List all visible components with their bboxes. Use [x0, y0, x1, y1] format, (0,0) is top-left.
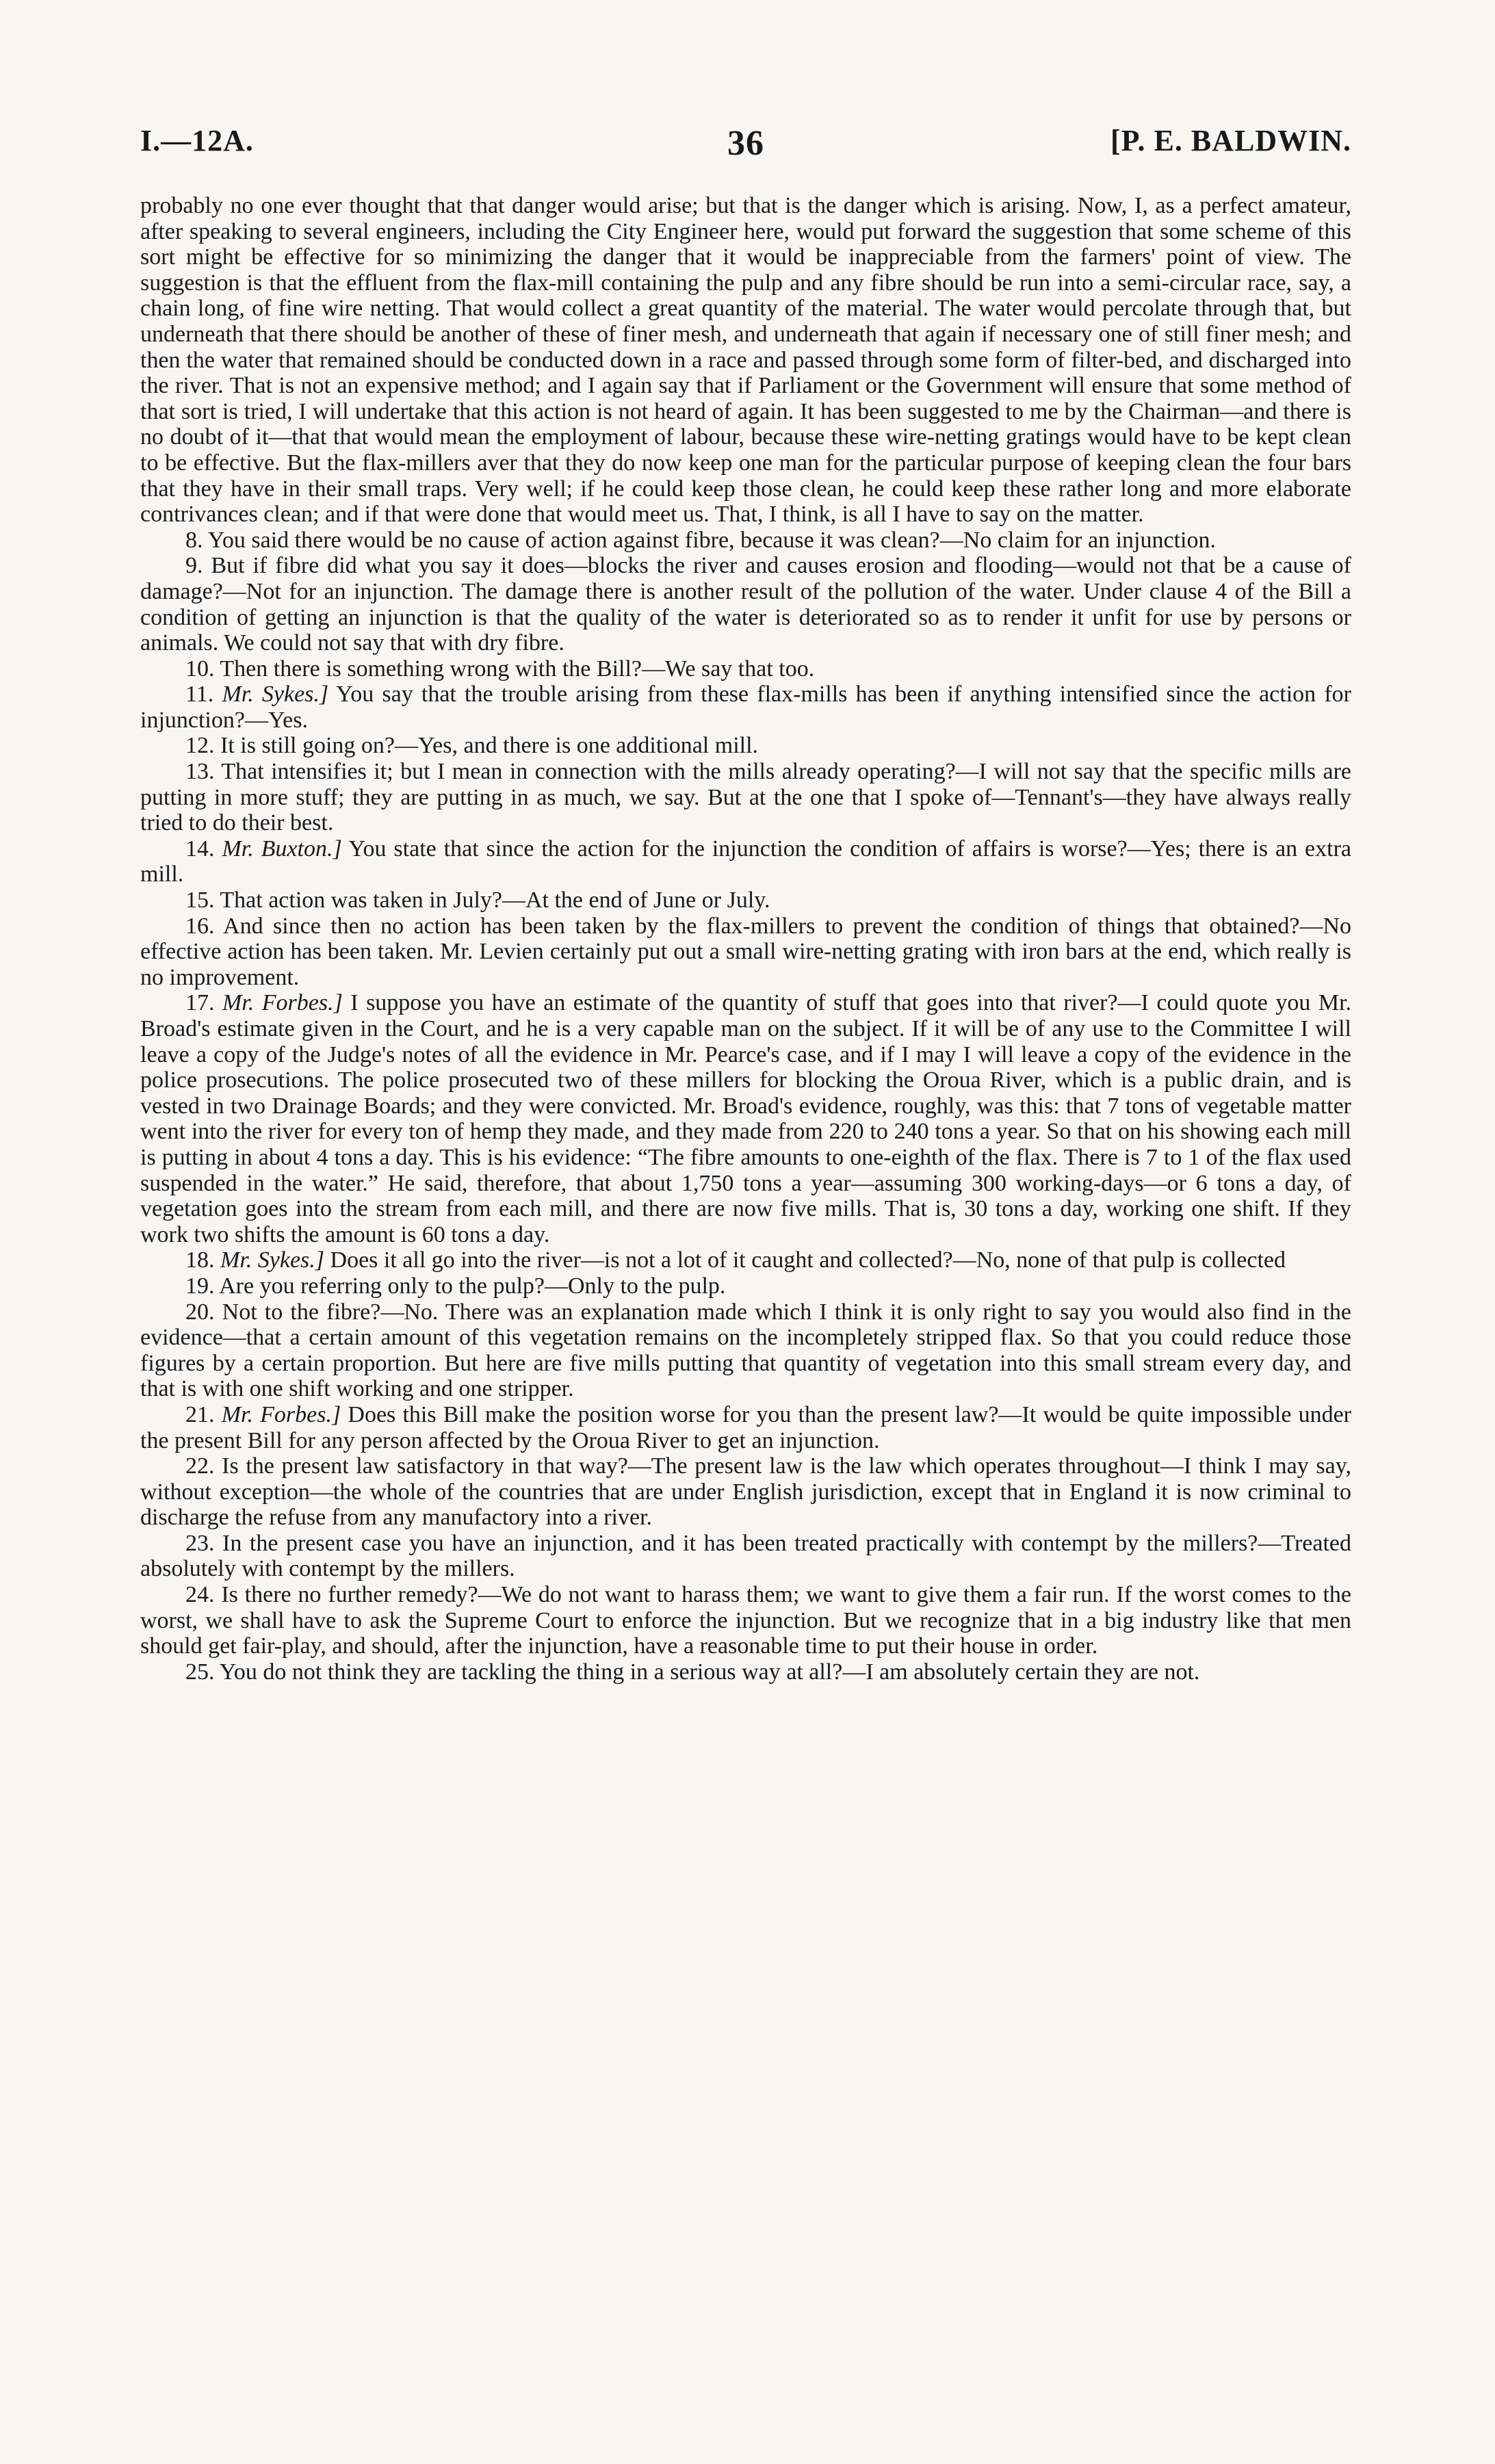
- question-text: Does it all go into the river—is not a lot of it caught and collected?—No, none of that pulp is collected: [330, 1247, 1286, 1273]
- speaker-name: Mr. Forbes.]: [221, 1401, 341, 1427]
- question-paragraph: [140, 1582, 1351, 1659]
- speaker-name: Mr. Forbes.]: [222, 990, 343, 1016]
- question-text: You say that the trouble arising from these flax-mills has been if anything intensified since the action for injunction?—Yes.: [140, 682, 1351, 733]
- page-number: 36: [727, 124, 764, 163]
- page-header: [140, 123, 1351, 171]
- question-text: Are you referring only to the pulp?—Only to the pulp.: [219, 1273, 726, 1299]
- question-paragraph: [140, 1273, 1351, 1299]
- speaker-name: Mr. Buxton.]: [222, 835, 342, 861]
- question-paragraph: [140, 1659, 1351, 1685]
- question-number: 11.: [185, 682, 214, 708]
- question-number: 18.: [185, 1247, 215, 1273]
- speaker-name: Mr. Sykes.]: [222, 682, 329, 708]
- question-number: 25.: [185, 1659, 215, 1685]
- intro-paragraph: probably no one ever thought that that danger would arise; but that is the danger which is arising. Now, I, as a perfect amateur, after speaking to several engineers, including the City Engineer here, would put forward the suggestion that some scheme of this sort might be effective for so minimizing the danger that it would be inappreciable from the farmers' point of view. The suggestion is that the effluent from the flax-mill containing the pulp and any fibre should be run into a semi-circular race, say, a chain long, of fine wire netting. That would collect a great quantity of the material. The water would percolate through that, but underneath that there should be another of these of finer mesh, and underneath that again if necessary one of still finer mesh; and then the water that remained should be conducted down in a race and passed through some form of filter-bed, and discharged into the river. That is not an expensive method; and I again say that if Parliament or the Government will ensure that some method of that sort is tried, I will undertake that this action is not heard of again. It has been suggested to me by the Chairman—and there is no doubt of it—that that would mean the employment of labour, because these wire-netting gratings would have to be kept clean to be effective. But the flax-millers aver that they do now keep one man for the particular purpose of keeping clean the four bars that they have in their small traps. Very well; if he could keep those clean, he could keep these rather long and more elaborate contrivances clean; and if that were done that would meet us. That, I think, is all I have to say on the matter.: [140, 193, 1351, 528]
- question-paragraph: [140, 1453, 1351, 1531]
- question-text: That action was taken in July?—At the end of June or July.: [220, 887, 770, 913]
- question-paragraph: [140, 528, 1351, 554]
- question-text: Not to the fibre?—No. There was an explanation made which I think it is only right to say you would also find in the evidence—that a certain amount of this vegetation remains on the incompletely stripped flax. So that you could reduce those figures by a certain proportion. But here are five mills putting that quantity of vegetation into this small stream every day, and that is with one shift working and one stripper.: [140, 1299, 1352, 1402]
- question-paragraph: [140, 1247, 1351, 1273]
- question-paragraph: [140, 553, 1351, 656]
- question-text: But if fibre did what you say it does—blocks the river and causes erosion and flooding—would not that be a cause of damage?—Not for an injunction. The damage there is another result of the pollution of the water. Under clause 4 of the Bill a condition of getting an injunction is that the quality of the water is deteriorated so as to render it unfit for use by persons or animals. We could not say that with dry fibre.: [140, 553, 1352, 656]
- question-text: You said there would be no cause of action against fibre, because it was clean?—No claim for an injunction.: [207, 527, 1216, 553]
- question-number: 10.: [185, 656, 215, 682]
- question-number: 14.: [185, 835, 215, 861]
- question-number: 19.: [185, 1273, 215, 1299]
- question-text: Is there no further remedy?—We do not want to harass them; we want to give them a fair run. If the worst comes to the worst, we shall have to ask the Supreme Court to enforce the injunction. But we recognize that in a big industry like that men should get fair-play, and should, after the injunction, have a reasonable time to put their house in order.: [140, 1582, 1352, 1659]
- question-text: Does this Bill make the position worse for you than the present law?—It would be quite impossible under the present Bill for any person affected by the Oroua River to get an injunction.: [140, 1401, 1352, 1453]
- question-paragraph: [140, 990, 1351, 1247]
- question-number: 22.: [185, 1453, 215, 1479]
- question-paragraph: [140, 759, 1351, 836]
- question-number: 12.: [185, 733, 215, 759]
- evidence-text: [140, 193, 1351, 1685]
- question-number: 23.: [185, 1530, 215, 1556]
- witness-name: [P. E. BALDWIN.: [1110, 124, 1351, 157]
- question-paragraph: [140, 1531, 1351, 1582]
- question-number: 15.: [185, 887, 215, 913]
- paper-reference: I.—12A.: [140, 124, 254, 157]
- question-paragraph: [140, 682, 1351, 733]
- question-number: 17.: [185, 990, 215, 1016]
- question-text: In the present case you have an injunction, and it has been treated practically with contempt by the millers?—Treated absolutely with contempt by the millers.: [140, 1530, 1352, 1582]
- question-paragraph: [140, 1402, 1351, 1453]
- question-number: 24.: [185, 1582, 215, 1608]
- question-paragraph: [140, 836, 1351, 887]
- question-text: You state that since the action for the injunction the condition of affairs is worse?—Yes; there is an extra mill.: [140, 835, 1352, 887]
- question-text: And since then no action has been taken by the flax-millers to prevent the condition of things that obtained?—No effective action has been taken. Mr. Levien certainly put out a small wire-netting grating with iron bars at the end, which really is no improvement.: [140, 913, 1351, 990]
- question-number: 8.: [185, 527, 203, 553]
- question-number: 20.: [185, 1299, 215, 1325]
- question-number: 21.: [185, 1401, 215, 1427]
- question-paragraph: [140, 887, 1351, 913]
- question-paragraph: [140, 656, 1351, 682]
- question-text: You do not think they are tackling the thing in a serious way at all?—I am absolutely certain they are not.: [219, 1659, 1200, 1685]
- question-text: That intensifies it; but I mean in connection with the mills already operating?—I will not say that the specific mills are putting in more stuff; they are putting in as much, we say. But at the one that I spoke of—Tennant's—they have always really tried to do their best.: [140, 759, 1351, 836]
- question-text: I suppose you have an estimate of the quantity of stuff that goes into that river?—I could quote you Mr. Broad's estimate given in the Court, and he is a very capable man on the subject. If it will be of any use to the Committee I will leave a copy of the Judge's notes of all the evidence in Mr. Pearce's case, and if I may I will leave a copy of the evidence in the police prosecutions. The police prosecuted two of these millers for blocking the Oroua River, which is a public drain, and is vested in two Drainage Boards; and they were convicted. Mr. Broad's evidence, roughly, was this: that 7 tons of vegetable matter went into the river for every ton of hemp they made, and they made from 220 to 240 tons a year. So that on his showing each mill is putting in about 4 tons a day. This is his evidence: “The fibre amounts to one-eighth of the flax. There is 7 to 1 of the flax used suspended in the water.” He said, therefore, that about 1,750 tons a year—assuming 300 working-days—or 6 tons a day, of vegetation goes into the stream from each mill, and there are now five mills. That is, 30 tons a day, working one shift. If they work two shifts the amount is 60 tons a day.: [140, 990, 1352, 1247]
- question-number: 9.: [185, 553, 203, 579]
- question-number: 16.: [185, 913, 215, 939]
- question-text: Then there is something wrong with the Bill?—We say that too.: [220, 656, 815, 682]
- question-paragraph: [140, 913, 1351, 991]
- question-text: Is the present law satisfactory in that way?—The present law is the law which operates throughout—I think I may say, without exception—the whole of the countries that are under English jurisdiction, except that in England it is now criminal to discharge the refuse from any manufactory into a river.: [140, 1453, 1352, 1531]
- question-paragraph: [140, 1299, 1351, 1402]
- question-number: 13.: [185, 759, 215, 785]
- question-text: It is still going on?—Yes, and there is one additional mill.: [220, 733, 759, 759]
- question-paragraph: [140, 733, 1351, 759]
- speaker-name: Mr. Sykes.]: [220, 1247, 325, 1273]
